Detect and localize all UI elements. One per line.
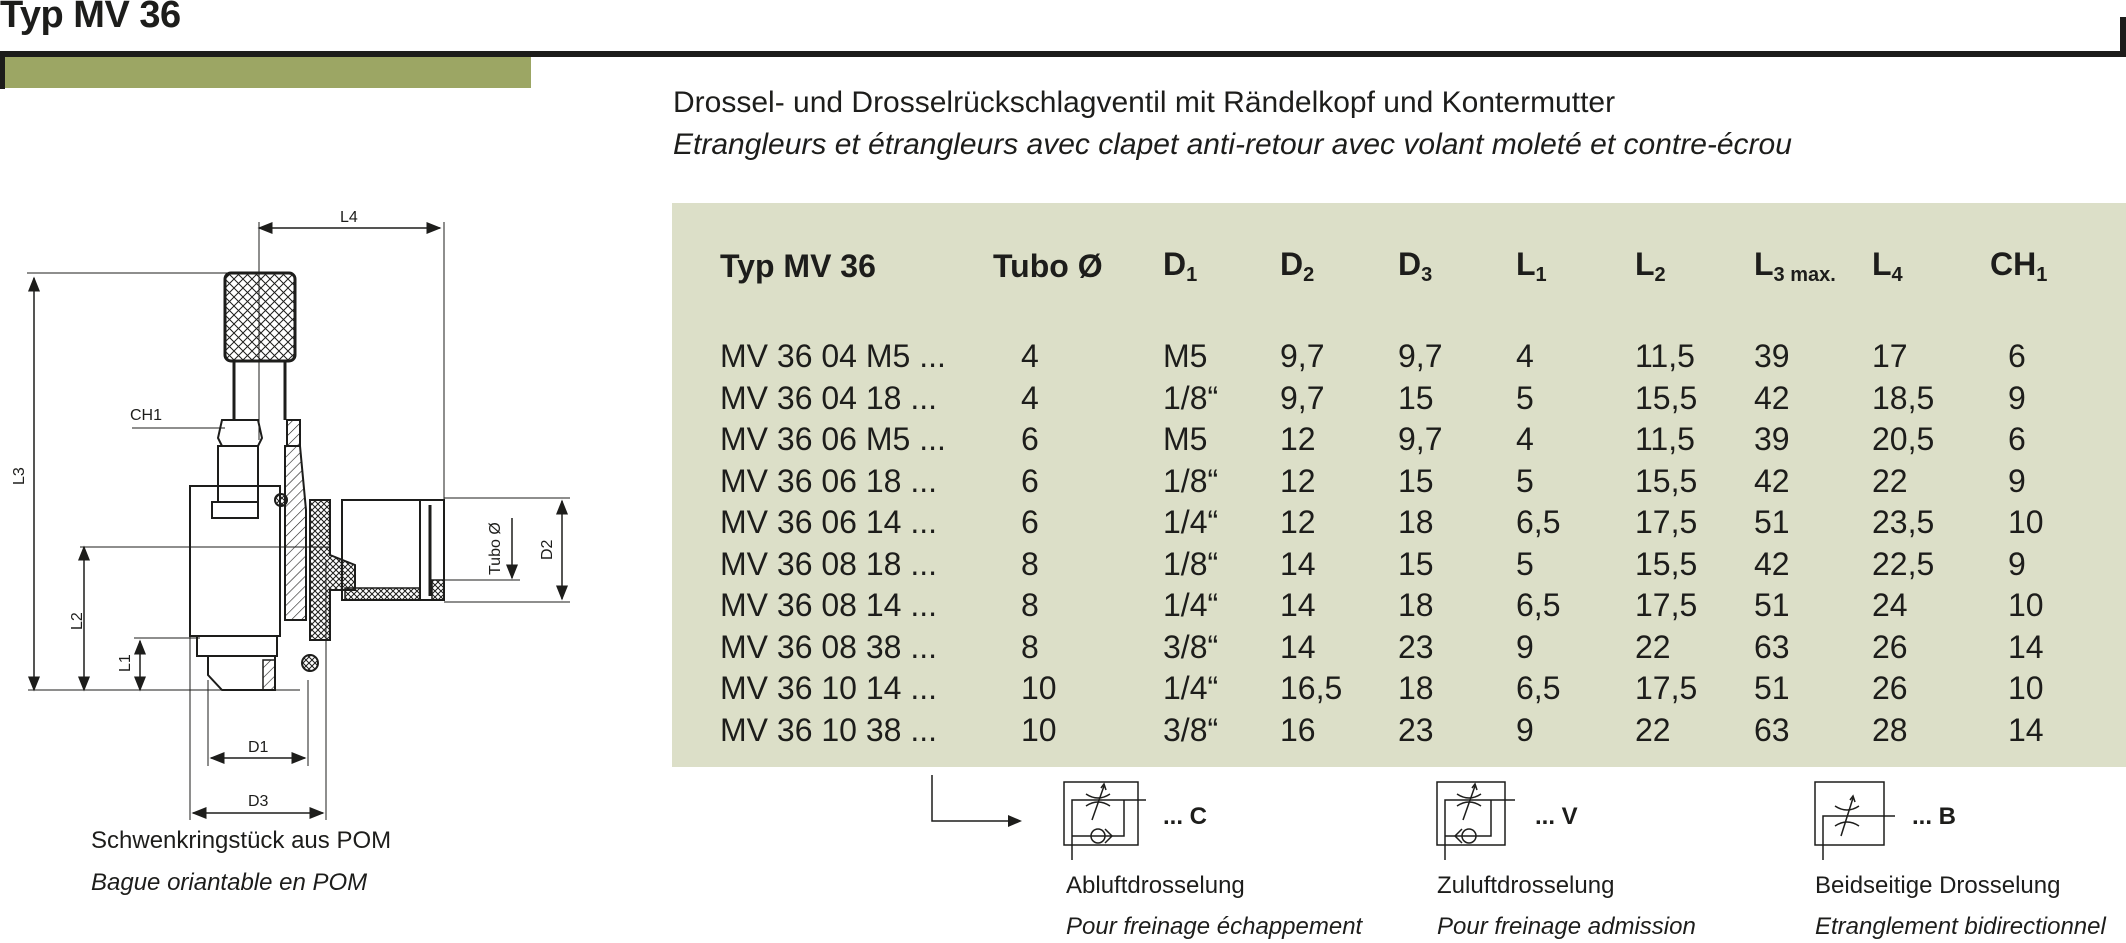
cell-l1: 5 <box>1516 379 1534 416</box>
cell-tube: 6 <box>1021 421 1039 458</box>
table-row <box>720 544 2118 586</box>
spec-table <box>720 236 2118 751</box>
cell-l3-max: 63 <box>1754 628 1790 665</box>
symbol-v-suffix: ... V <box>1535 803 1578 830</box>
symbol-b-suffix: ... B <box>1912 803 1957 830</box>
page-title: Typ MV 36 <box>0 0 181 36</box>
cell-type: MV 36 10 38 ... <box>720 711 938 748</box>
cell-l3-max: 39 <box>1754 338 1790 375</box>
symbol-v-label-german: Zuluftdrosselung <box>1437 872 1615 899</box>
label-d1: D1 <box>248 739 269 756</box>
cell-l4: 24 <box>1872 587 1908 624</box>
col-header-l1: $L_1$ <box>1516 245 1547 286</box>
cell-ch1: 6 <box>2008 421 2026 458</box>
cell-l2: 22 <box>1635 711 1671 748</box>
cell-d3: 23 <box>1398 628 1434 665</box>
cell-d3: 15 <box>1398 379 1434 416</box>
cell-type: MV 36 08 18 ... <box>720 545 938 582</box>
cell-l2: 11,5 <box>1635 338 1695 375</box>
label-l4: L4 <box>340 209 358 226</box>
label-l3: L3 <box>11 467 28 485</box>
cell-d2: 12 <box>1280 504 1316 541</box>
symbol-c-suffix: ... C <box>1163 803 1208 830</box>
cell-d3: 18 <box>1398 670 1434 707</box>
arrow-pointer-icon <box>930 775 1030 835</box>
cell-l2: 15,5 <box>1635 545 1698 582</box>
cell-l1: 4 <box>1516 421 1534 458</box>
cell-l4: 18,5 <box>1872 379 1935 416</box>
cell-d2: 12 <box>1280 421 1316 458</box>
cell-d2: 16,5 <box>1280 670 1343 707</box>
label-d3: D3 <box>248 793 269 810</box>
table-row <box>720 461 2118 503</box>
cell-d1: M5 <box>1163 338 1208 375</box>
description-german: Drossel- und Drosselrückschlagventil mit Rändelkopf und Kontermutter <box>673 86 1616 119</box>
cell-l4: 17 <box>1872 338 1908 375</box>
cell-d2: 14 <box>1280 545 1316 582</box>
table-row <box>720 502 2118 544</box>
cell-ch1: 10 <box>2008 504 2044 541</box>
col-header-l2: $L_2$ <box>1635 245 1666 286</box>
cell-l1: 5 <box>1516 462 1534 499</box>
cell-l3-max: 63 <box>1754 711 1790 748</box>
cell-l4: 28 <box>1872 711 1908 748</box>
cell-d3: 15 <box>1398 462 1434 499</box>
cell-d1: 1/8“ <box>1163 379 1219 416</box>
cell-l4: 22 <box>1872 462 1908 499</box>
cell-d1: 1/8“ <box>1163 545 1219 582</box>
cell-l3-max: 42 <box>1754 462 1790 499</box>
cell-l4: 26 <box>1872 670 1908 707</box>
cell-l3-max: 39 <box>1754 421 1790 458</box>
col-header-ch1: $CH_1$ <box>1990 245 2048 286</box>
col-header-l3-max: $L_{3 max.}$ <box>1754 245 1836 286</box>
cell-ch1: 14 <box>2008 711 2044 748</box>
cell-tube: 4 <box>1021 379 1039 416</box>
cell-tube: 10 <box>1021 711 1057 748</box>
cell-l4: 20,5 <box>1872 421 1935 458</box>
cell-tube: 6 <box>1021 462 1039 499</box>
col-header-d3: $D_3$ <box>1398 245 1433 286</box>
cell-ch1: 9 <box>2008 379 2026 416</box>
label-tube: Tubo Ø <box>487 522 504 575</box>
cell-ch1: 9 <box>2008 462 2026 499</box>
cell-l4: 23,5 <box>1872 504 1935 541</box>
col-header-tube: Tubo Ø <box>993 247 1103 284</box>
table-header-row <box>720 236 2118 296</box>
cell-ch1: 10 <box>2008 670 2044 707</box>
cell-l2: 22 <box>1635 628 1671 665</box>
symbol-c-label-german: Abluftdrosselung <box>1066 872 1245 899</box>
cell-l1: 9 <box>1516 628 1534 665</box>
cell-tube: 4 <box>1021 338 1039 375</box>
bidirectional-throttle-icon <box>1813 780 1913 860</box>
cell-ch1: 14 <box>2008 628 2044 665</box>
cell-d3: 15 <box>1398 545 1434 582</box>
cell-l4: 26 <box>1872 628 1908 665</box>
cell-type: MV 36 10 14 ... <box>720 670 938 707</box>
cell-type: MV 36 08 14 ... <box>720 587 938 624</box>
cell-tube: 10 <box>1021 670 1057 707</box>
cell-l3-max: 51 <box>1754 504 1790 541</box>
cell-l1: 6,5 <box>1516 587 1561 624</box>
col-header-type: Typ MV 36 <box>720 247 876 284</box>
cell-l2: 17,5 <box>1635 587 1698 624</box>
cell-d2: 16 <box>1280 711 1316 748</box>
label-ch1: CH1 <box>130 407 163 424</box>
label-l2: L2 <box>69 612 86 630</box>
cell-d2: 14 <box>1280 587 1316 624</box>
cell-d2: 9,7 <box>1280 338 1325 375</box>
cell-ch1: 10 <box>2008 587 2044 624</box>
cell-l3-max: 42 <box>1754 379 1790 416</box>
cell-l1: 5 <box>1516 545 1534 582</box>
table-row <box>720 585 2118 627</box>
cell-l2: 11,5 <box>1635 421 1695 458</box>
cell-l1: 4 <box>1516 338 1534 375</box>
col-header-l4: $L_4$ <box>1872 245 1903 286</box>
cell-ch1: 9 <box>2008 545 2026 582</box>
cell-d3: 9,7 <box>1398 338 1443 375</box>
symbol-b-label-french: Etranglement bidirectionnel <box>1815 913 2106 940</box>
cell-l1: 6,5 <box>1516 504 1561 541</box>
cell-l2: 17,5 <box>1635 670 1698 707</box>
table-row <box>720 378 2118 420</box>
cell-d3: 18 <box>1398 587 1434 624</box>
cell-l3-max: 51 <box>1754 587 1790 624</box>
symbol-c-label-french: Pour freinage échappement <box>1066 913 1363 940</box>
technical-drawing <box>0 195 600 835</box>
cell-type: MV 36 06 M5 ... <box>720 421 946 458</box>
label-l1: L1 <box>117 654 134 672</box>
cell-tube: 8 <box>1021 587 1039 624</box>
cell-type: MV 36 08 38 ... <box>720 628 938 665</box>
cell-type: MV 36 06 18 ... <box>720 462 938 499</box>
cell-l2: 17,5 <box>1635 504 1698 541</box>
cell-d1: 3/8“ <box>1163 628 1219 665</box>
table-row <box>720 419 2118 461</box>
col-header-d2: $D_2$ <box>1280 245 1315 286</box>
cell-d3: 9,7 <box>1398 421 1443 458</box>
cell-d2: 14 <box>1280 628 1316 665</box>
table-row <box>720 627 2118 669</box>
table-row <box>720 668 2118 710</box>
cell-l1: 6,5 <box>1516 670 1561 707</box>
drawing-caption-german: Schwenkringstück aus POM <box>91 827 392 854</box>
cell-type: MV 36 04 M5 ... <box>720 338 946 375</box>
cell-l3-max: 51 <box>1754 670 1790 707</box>
cell-d1: 1/4“ <box>1163 670 1219 707</box>
cell-d1: 3/8“ <box>1163 711 1219 748</box>
cell-l2: 15,5 <box>1635 462 1698 499</box>
symbol-v-label-french: Pour freinage admission <box>1437 913 1696 940</box>
cell-d3: 23 <box>1398 711 1434 748</box>
cell-ch1: 6 <box>2008 338 2026 375</box>
cell-l2: 15,5 <box>1635 379 1698 416</box>
cell-l4: 22,5 <box>1872 545 1935 582</box>
cell-d1: 1/4“ <box>1163 504 1219 541</box>
cell-tube: 8 <box>1021 628 1039 665</box>
symbol-b-label-german: Beidseitige Drosselung <box>1815 872 2061 899</box>
description-french: Etrangleurs et étrangleurs avec clapet anti-retour avec volant moleté et contre-écrou <box>673 128 1792 161</box>
exhaust-throttle-check-valve-icon <box>1062 780 1162 860</box>
cell-d1: 1/8“ <box>1163 462 1219 499</box>
cell-d2: 12 <box>1280 462 1316 499</box>
col-header-d1: $D_1$ <box>1163 245 1198 286</box>
cell-type: MV 36 06 14 ... <box>720 504 938 541</box>
table-row <box>720 710 2118 752</box>
supply-throttle-check-valve-icon <box>1435 780 1535 860</box>
cell-d3: 18 <box>1398 504 1434 541</box>
cell-l3-max: 42 <box>1754 545 1790 582</box>
accent-bar <box>5 57 531 88</box>
cell-type: MV 36 04 18 ... <box>720 379 938 416</box>
cell-tube: 6 <box>1021 504 1039 541</box>
drawing-caption-french: Bague oriantable en POM <box>91 869 368 896</box>
cell-tube: 8 <box>1021 545 1039 582</box>
header-rule-right-tick <box>2120 17 2126 57</box>
cell-l1: 9 <box>1516 711 1534 748</box>
cell-d1: 1/4“ <box>1163 587 1219 624</box>
label-d2: D2 <box>539 539 556 560</box>
table-row <box>720 336 2118 378</box>
cell-d2: 9,7 <box>1280 379 1325 416</box>
cell-d1: M5 <box>1163 421 1208 458</box>
